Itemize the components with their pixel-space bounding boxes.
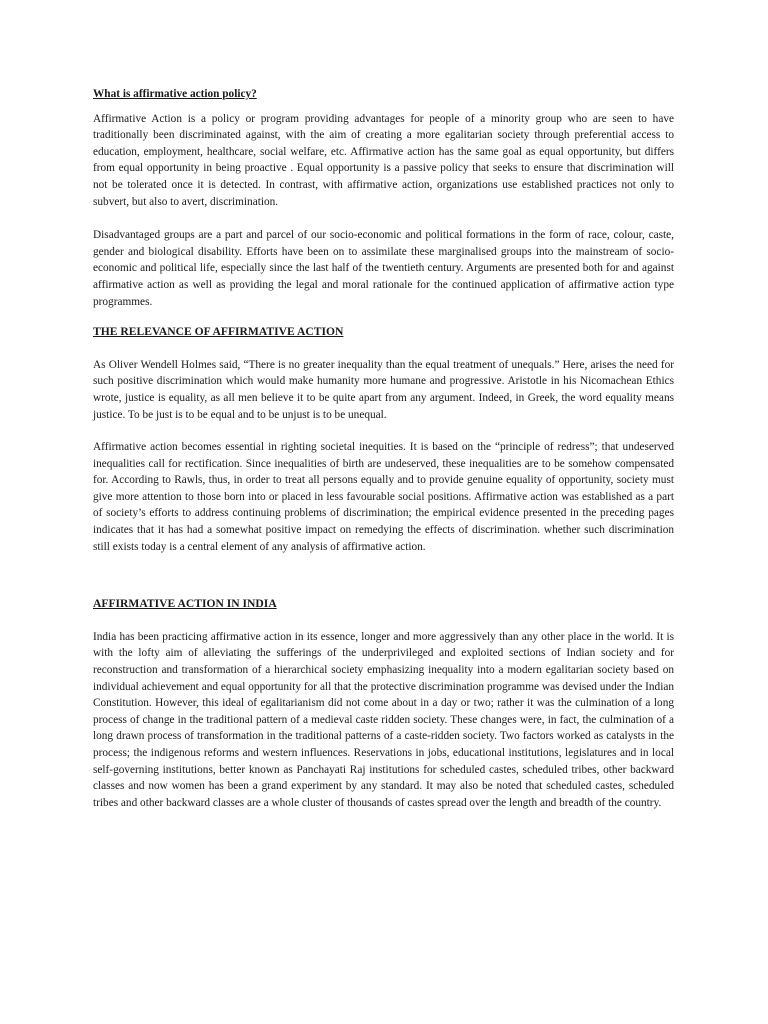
paragraph-disadvantaged-groups: Disadvantaged groups are a part and parcel of our socio-economic and political formations in the form of race, colour, caste, gender and biological disability. Efforts have been on to assimilate these marginalised groups into the mainstream of socio-economic and political life, especially since the last half of the twentieth century. Arguments are presented both for and against affirmative action as well as providing the legal and moral rationale for the continued application of affirmative action type programmes. xyxy=(93,229,674,308)
document-page xyxy=(93,86,674,811)
heading-affirmative-action-india: AFFIRMATIVE ACTION IN INDIA xyxy=(93,597,277,611)
paragraph-india-practice: India has been practicing affirmative action in its essence, longer and more aggressively than any other place in the world. It is with the lofty aim of alleviating the sufferings of the underprivileged and exploited sections of Indian society and for reconstruction and transformation of a hierarchical society emphasizing inequality into a modern egalitarian society based on individual achievement and equal opportunity for all that the protective discrimination programme was devised under the Indian Constitution. However, this ideal of egalitarianism did not come about in a day or two; rather it was the culmination of a long process of change in the traditional pattern of a medieval caste ridden society. These changes were, in fact, the culmination of a long drawn process of transformation in the traditional patterns of a caste-ridden society. Two factors worked as catalysts in the process; the indigenous reforms and western influences. Reservations in jobs, educational institutions, legislatures and in local self-governing institutions, better known as Panchayati Raj institutions for scheduled castes, scheduled tribes, other backward classes and now women has been a grand experiment by any standard. It may also be noted that scheduled castes, scheduled tribes and other backward classes are a whole cluster of thousands of castes spread over the length and breadth of the country. xyxy=(93,630,674,809)
heading-what-is-affirmative-action: What is affirmative action policy? xyxy=(93,88,257,100)
paragraph-principle-of-redress: Affirmative action becomes essential in righting societal inequities. It is based on the “principle of redress”; that undeserved inequalities call for rectification. Since inequalities of birth are undeserved, these inequalities are to be somehow compensated for. According to Rawls, thus, in order to treat all persons equally and to provide genuine equality of opportunity, society must give more attention to those born into or placed in less favourable social positions. Affirmative action was established as a part of society’s efforts to address continuing problems of discrimination; the empirical evidence presented in the preceding pages indicates that it has had a somewhat positive impact on remedying the effects of discrimination. whether such discrimination still exists today is a central element of any analysis of affirmative action. xyxy=(93,441,674,553)
heading-relevance: THE RELEVANCE OF AFFIRMATIVE ACTION xyxy=(93,325,344,339)
paragraph-holmes-quote: As Oliver Wendell Holmes said, “There is no greater inequality than the equal treatment of unequals.” Here, arises the need for such positive discrimination which would make humanity more humane and progressive. Aristotle in his Nicomachean Ethics wrote, justice is equality, as all men believe it to be quite apart from any argument. Indeed, in Greek, the word equality means justice. To be just is to be equal and to be unjust is to be unequal. xyxy=(93,358,674,421)
paragraph-definition: Affirmative Action is a policy or program providing advantages for people of a minority group who are seen to have traditionally been discriminated against, with the aim of creating a more egalitarian society through preferential access to education, employment, healthcare, social welfare, etc. Affirmative action has the same goal as equal opportunity, but differs from equal opportunity in being proactive . Equal opportunity is a passive policy that seeks to ensure that discrimination will not be tolerated once it is detected. In contrast, with affirmative action, organizations use established practices not only to subvert, but also to avert, discrimination. xyxy=(93,112,674,208)
